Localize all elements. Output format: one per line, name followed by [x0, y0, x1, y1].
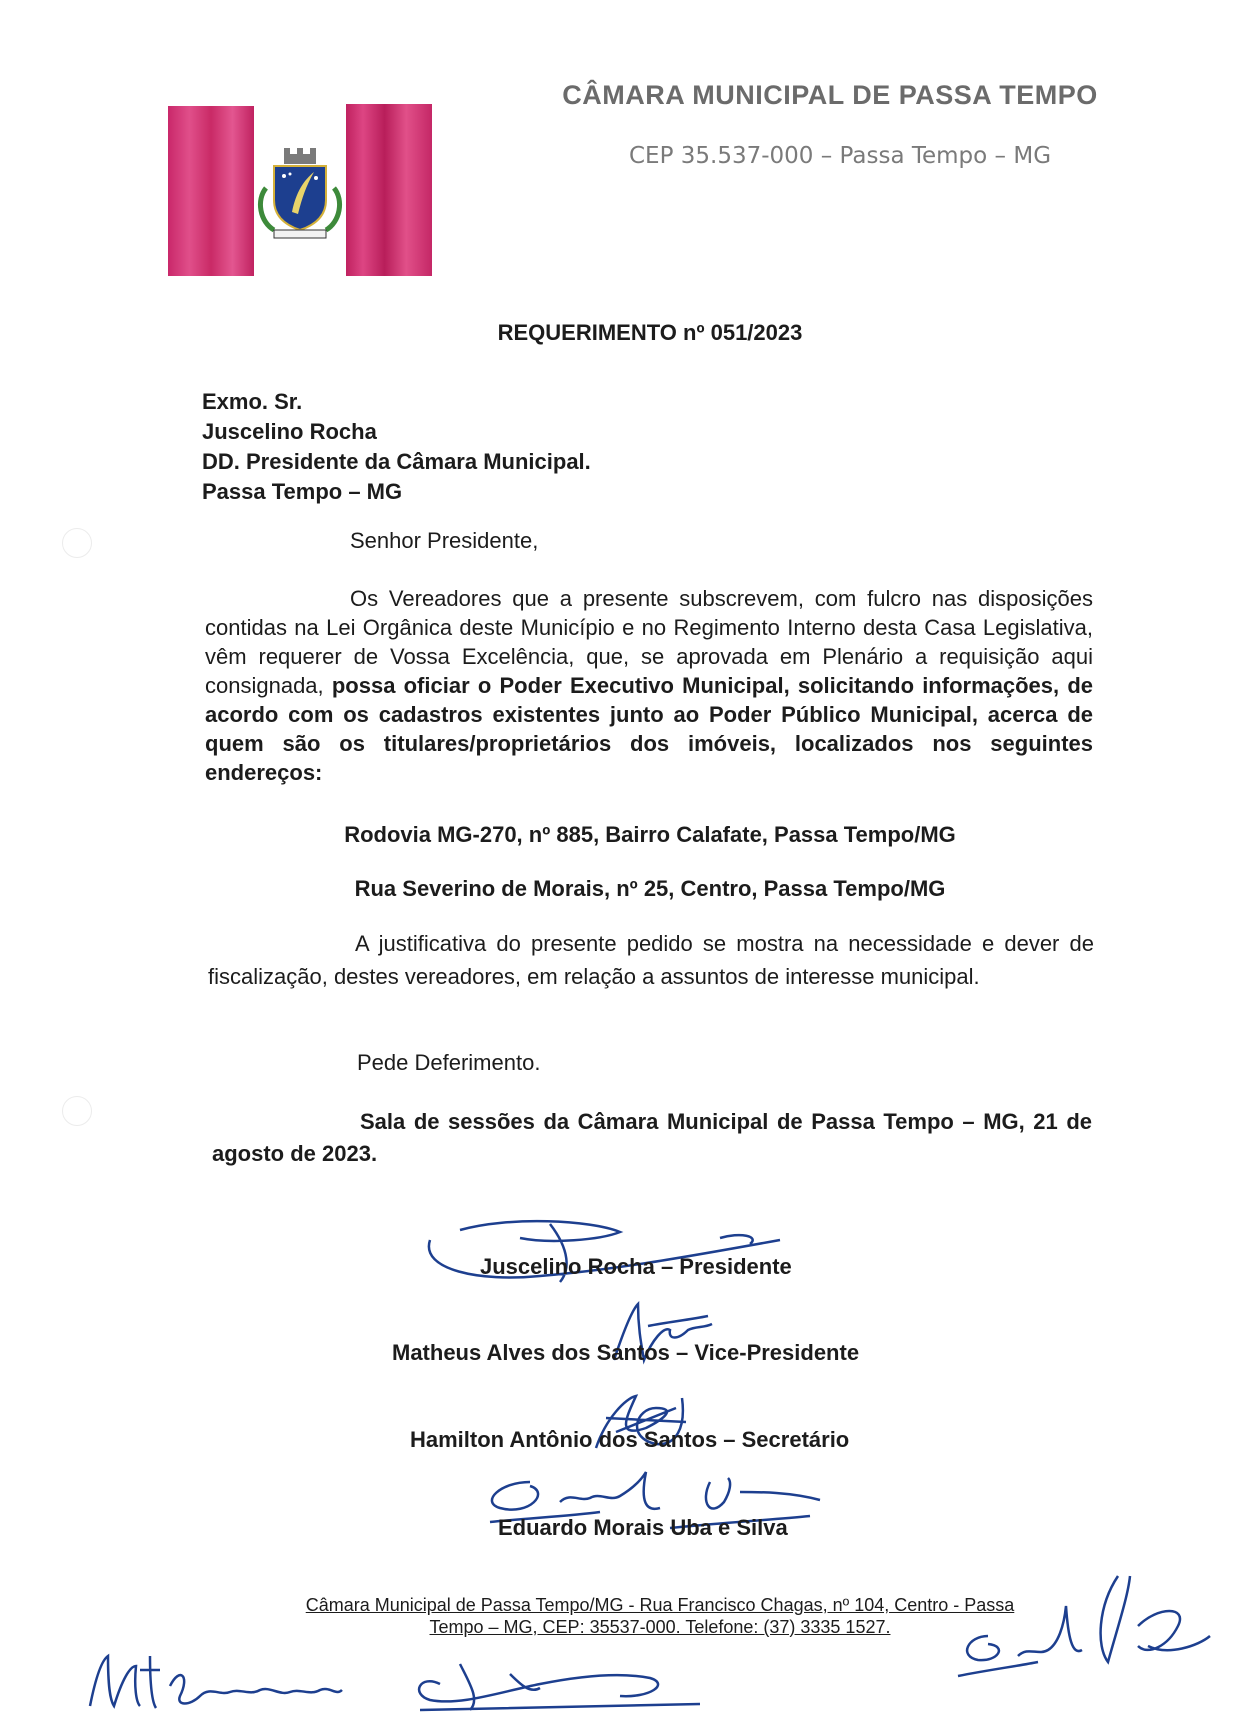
- addressee-line: DD. Presidente da Câmara Municipal.: [202, 449, 591, 474]
- footer-line: Tempo – MG, CEP: 35537-000. Telefone: (37) 3335 1527.: [429, 1617, 891, 1637]
- closing-line: Pede Deferimento.: [357, 1050, 541, 1075]
- body-text-bold: possa oficiar o Poder Executivo Municipal, solicitando informações, de acordo com os cadastros existentes junto ao Poder Público Municipal, acerca de quem são os titulares/proprietários dos imóveis, localizados nos seguintes endereços:: [205, 673, 1093, 785]
- punch-hole-top: [62, 528, 92, 558]
- addressee-line: Passa Tempo – MG: [202, 479, 403, 504]
- signatory-name: Hamilton Antônio dos Santos – Secretário: [410, 1427, 850, 1452]
- salutation: Senhor Presidente,: [350, 528, 539, 553]
- municipal-flag-logo: [168, 104, 432, 279]
- addressee-block: [202, 387, 591, 507]
- addressee-line: Exmo. Sr.: [202, 389, 303, 414]
- address-line: Rodovia MG-270, nº 885, Bairro Calafate, Passa Tempo/MG: [344, 822, 956, 847]
- signatory-name: Juscelino Rocha – Presidente: [480, 1254, 792, 1279]
- document-title: REQUERIMENTO nº 051/2023: [497, 320, 803, 345]
- addressee-line: Juscelino Rocha: [202, 419, 377, 444]
- header-title: CÂMARA MUNICIPAL DE PASSA TEMPO: [562, 80, 1098, 110]
- header-cep: CEP 35.537-000 – Passa Tempo – MG: [628, 143, 1052, 169]
- address-line: Rua Severino de Morais, nº 25, Centro, Passa Tempo/MG: [354, 876, 946, 901]
- punch-hole-bottom: [62, 1096, 92, 1126]
- margin-signature-center: [400, 1644, 720, 1718]
- body-text: Os Vereadores que a presente subscrevem, com fulcro nas disposições contidas na Lei Orgânica deste Município e no Regimento Interno desta Casa Legislativa, vêm requerer de Vossa Excelência, que, se aprovada em Plenário a requisição aqui consignada,: [205, 586, 1093, 698]
- footer-line: Câmara Municipal de Passa Tempo/MG - Rua Francisco Chagas, nº 104, Centro - Passa: [305, 1595, 1015, 1615]
- justification-paragraph: A justificativa do presente pedido se mostra na necessidade e dever de fiscalização, destes vereadores, em relação a assuntos de interesse municipal.: [208, 931, 1094, 989]
- margin-signature-left: [80, 1646, 380, 1718]
- body-paragraph: [205, 584, 1093, 787]
- signatory-name: Eduardo Morais Uba e Silva: [498, 1515, 788, 1540]
- signatory-name: Matheus Alves dos Santos – Vice-Presidente: [392, 1340, 860, 1365]
- place-date: Sala de sessões da Câmara Municipal de Passa Tempo – MG, 21 de agosto de 2023.: [212, 1109, 1092, 1166]
- margin-signature-right: [948, 1566, 1218, 1686]
